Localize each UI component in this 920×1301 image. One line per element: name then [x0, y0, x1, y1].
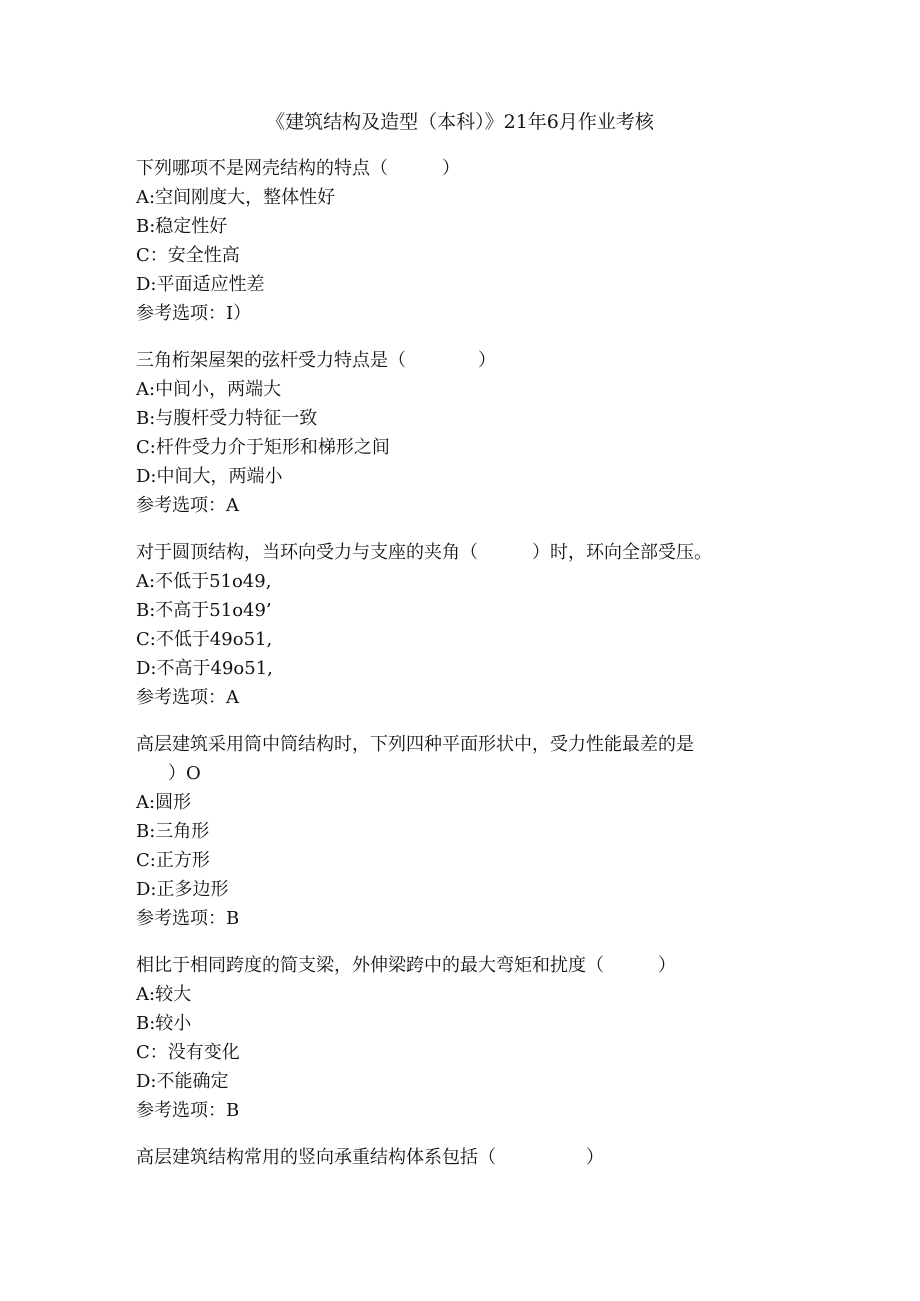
question-3	[136, 538, 776, 712]
option-b: B:稳定性好	[136, 216, 228, 237]
option-a: A:中间小，两端大	[136, 379, 282, 400]
question-text-line-1: 高层建筑采用筒中筒结构时，下列四种平面形状中，受力性能最差的是	[136, 734, 694, 755]
question-text: 下列哪项不是网壳结构的特点（ ）	[136, 158, 460, 179]
question-text: 三角桁架屋架的弦杆受力特点是（ ）	[136, 350, 496, 371]
question-5	[136, 951, 776, 1125]
option-d: D:不能确定	[136, 1071, 229, 1092]
option-d: D:正多边形	[136, 879, 229, 900]
option-b: B:较小	[136, 1013, 192, 1034]
reference-answer: 参考选项：B	[136, 908, 240, 929]
option-b: B:与腹杆受力特征一致	[136, 408, 318, 429]
option-d: D:平面适应性差	[136, 274, 265, 295]
document-title: 《建筑结构及造型（本科）》21年6月作业考核	[266, 111, 654, 133]
option-c: C:不低于49o51,	[136, 629, 273, 650]
option-b: B:不高于51o49’	[136, 600, 272, 621]
option-c: C:杆件受力介于矩形和梯形之间	[136, 437, 390, 458]
option-a: A:不低于51o49,	[136, 571, 272, 592]
option-a: A:圆形	[136, 792, 192, 813]
question-list	[136, 154, 776, 1190]
option-a: A:空间刚度大，整体性好	[136, 187, 336, 208]
question-2	[136, 346, 776, 520]
question-4	[136, 730, 776, 933]
question-1	[136, 154, 776, 328]
option-c: C：没有变化	[136, 1042, 240, 1063]
option-c: C:正方形	[136, 850, 210, 871]
question-text: 对于圆顶结构，当环向受力与支座的夹角（ ）时，环向全部受压。	[136, 542, 712, 563]
option-d: D:中间大，两端小	[136, 466, 283, 487]
reference-answer: 参考选项：I）	[136, 303, 252, 324]
option-d: D:不高于49o51,	[136, 658, 273, 679]
question-6	[136, 1143, 776, 1172]
question-text: 高层建筑结构常用的竖向承重结构体系包括（ ）	[136, 1147, 604, 1168]
reference-answer: 参考选项：B	[136, 1100, 240, 1121]
option-b: B:三角形	[136, 821, 210, 842]
reference-answer: 参考选项：A	[136, 495, 239, 516]
question-text: 相比于相同跨度的简支梁，外伸梁跨中的最大弯矩和扰度（ ）	[136, 955, 676, 976]
option-c: C：安全性高	[136, 245, 240, 266]
option-a: A:较大	[136, 984, 192, 1005]
question-text-line-2: ）O	[168, 763, 201, 784]
reference-answer: 参考选项：A	[136, 687, 239, 708]
